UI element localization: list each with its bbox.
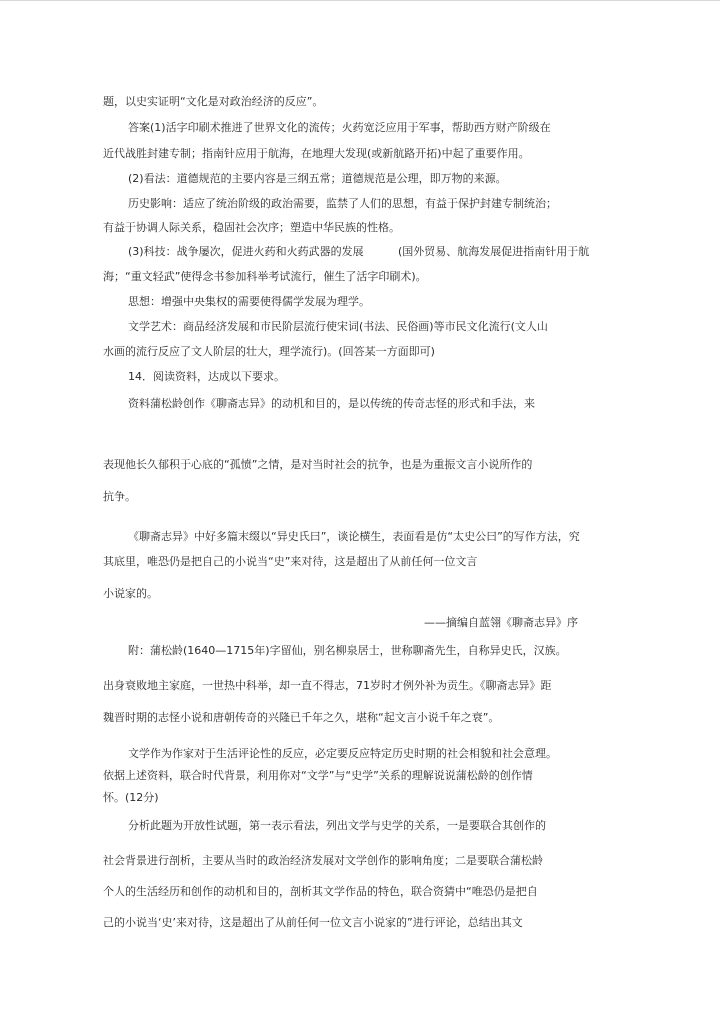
question-heading: 14．阅读资料，达成以下要求。 (128, 370, 285, 383)
text-line: 怀。(12分) (103, 791, 159, 804)
source-attribution: ——摘编自蓝翎《聊斋志异》序 (424, 616, 578, 629)
text-line: 文学作为作家对于生活评论性的反应，必定要反应特定历史时期的社会相貌和社会意理。 (128, 747, 557, 760)
text-line: 分析此题为开放性试题，第一表示看法，列出文学与史学的关系，一是要联合其创作的 (128, 819, 546, 832)
text-line: 依据上述资料，联合时代背景，利用你对“文学”与“史学”关系的理解说说蒲松龄的创作情 (103, 769, 533, 782)
text-line: 答案(1)活字印刷术推进了世界文化的流传；火药宽泛应用于军事，帮助西方财产阶级在 (128, 121, 551, 134)
text-line: (国外贸易、航海发展促进指南针用于航 (398, 245, 590, 258)
text-line: 其底里，唯恐仍是把自己的小说当“史”来对待，这是超出了从前任何一位文言 (103, 555, 478, 568)
page-top-border (0, 0, 720, 1)
text-line: 附：蒲松龄(1640—1715年)字留仙，别名柳泉居士，世称聊斋先生，自称异史氏，汉族。 (128, 644, 567, 657)
text-line: 水画的流行反应了文人阶层的壮大，理学流行)。(回答某一方面即可) (103, 345, 435, 358)
text-line: 题，以史实证明“文化是对政治经济的反应”。 (103, 95, 324, 108)
text-line: 小说家的。 (103, 587, 158, 600)
text-line: 《聊斋志异》中好多篇末缀以“异史氏曰”，谈论横生，表面看是仿“太史公曰”的写作方法，究 (128, 530, 580, 543)
text-line: 资料蒲松龄创作《聊斋志异》的动机和目的，是以传统的传奇志怪的形式和手法，来 (128, 397, 535, 410)
text-line: 魏晋时期的志怪小说和唐朝传奇的兴隆已千年之久，堪称“起文言小说千年之衰”。 (103, 711, 500, 724)
text-line: 历史影响：适应了统治阶级的政治需要，监禁了人们的思想，有益于保护封建专制统治； (128, 197, 557, 210)
text-line: 出身衰败地主家庭，一世热中科举，却一直不得志，71岁时才例外补为贡生。《聊斋志异》距 (103, 679, 552, 692)
text-line: 思想：增强中央集权的需要使得儒学发展为理学。 (128, 295, 370, 308)
text-line: 己的小说当‘史’来对待，这是超出了从前任何一位文言小说家的”进行评论，总结出其文 (103, 916, 523, 929)
text-line: 表现他长久郁积于心底的“孤愤”之情，是对当时社会的抗争，也是为重振文言小说所作的 (103, 458, 533, 471)
text-line: 抗争。 (103, 490, 136, 503)
text-line: 个人的生活经历和创作的动机和目的，剖析其文学作品的特色，联合资猜中“唯恐仍是把自 (103, 885, 538, 898)
text-line: (3)科技：战争屡次，促进火药和火药武器的发展 (128, 245, 364, 258)
text-line: 海；“重文轻武”使得念书参加科举考试流行，催生了活字印刷术)。 (103, 270, 427, 283)
text-line: 近代战胜封建专制；指南针应用于航海，在地理大发现(或新航路开拓)中起了重要作用。 (103, 147, 530, 160)
text-line: (2)看法：道德规范的主要内容是三纲五常；道德规范是公理，即万物的来源。 (128, 172, 507, 185)
text-line: 文学艺术：商品经济发展和市民阶层流行使宋词(书法、民俗画)等市民文化流行(文人山 (128, 320, 548, 333)
text-line: 社会背景进行剖析，主要从当时的政治经济发展对文学创作的影响角度；二是要联合蒲松龄 (103, 854, 543, 867)
text-line: 有益于协调人际关系，稳固社会次序；塑造中华民族的性格。 (103, 221, 400, 234)
